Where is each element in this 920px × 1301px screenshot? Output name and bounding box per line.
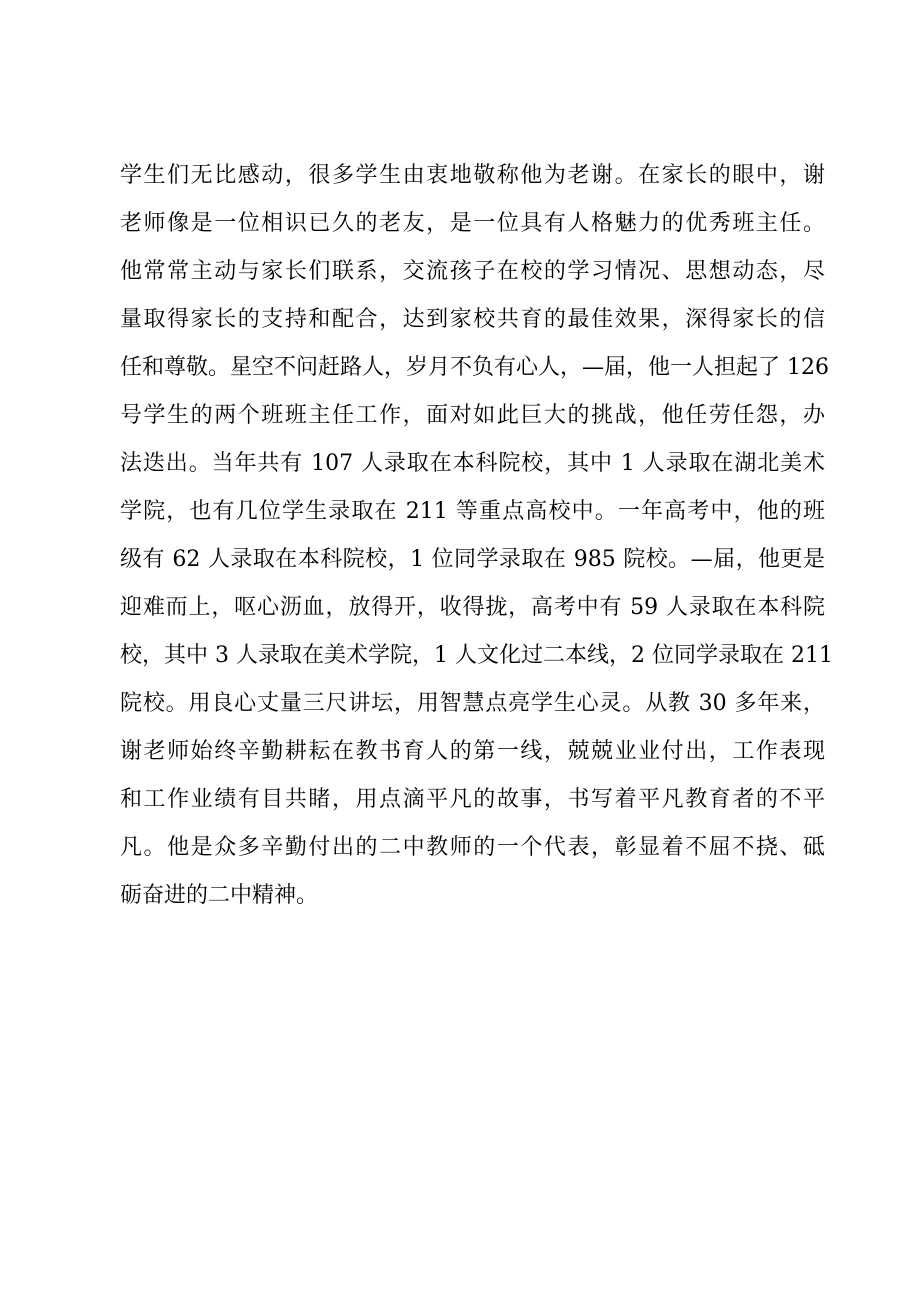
paragraph-line: 凡。他是众多辛勤付出的二中教师的一个代表，彰显着不屈不挠、砥	[120, 835, 825, 860]
paragraph-line: 迎难而上，呕心沥血，放得开，收得拢，高考中有 59 人录取在本科院	[120, 595, 825, 620]
paragraph-line: 号学生的两个班班主任工作，面对如此巨大的挑战，他任劳任怨，办	[120, 403, 825, 428]
paragraph-line: 砺奋进的二中精神。	[120, 883, 319, 908]
paragraph-line: 谢老师始终辛勤耕耘在教书育人的第一线，兢兢业业付出，工作表现	[120, 739, 825, 764]
paragraph-line: 任和尊敬。星空不问赶路人，岁月不负有心人，—届，他一人担起了 126	[120, 355, 829, 380]
paragraph-line: 院校。用良心丈量三尺讲坛，用智慧点亮学生心灵。从教 30 多年来，	[120, 691, 825, 716]
paragraph-line: 学院，也有几位学生录取在 211 等重点高校中。一年高考中，他的班	[120, 499, 825, 524]
paragraph-line: 校，其中 3 人录取在美术学院，1 人文化过二本线，2 位同学录取在 211	[120, 643, 833, 668]
paragraph-line: 学生们无比感动，很多学生由衷地敬称他为老谢。在家长的眼中，谢	[120, 163, 825, 188]
paragraph-line: 级有 62 人录取在本科院校，1 位同学录取在 985 院校。—届，他更是	[120, 547, 825, 572]
paragraph-line: 他常常主动与家长们联系，交流孩子在校的学习情况、思想动态，尽	[120, 259, 825, 284]
paragraph-line: 量取得家长的支持和配合，达到家校共育的最佳效果，深得家长的信	[120, 307, 825, 332]
body-paragraph	[120, 152, 833, 920]
paragraph-line: 法迭出。当年共有 107 人录取在本科院校，其中 1 人录取在湖北美术	[120, 451, 825, 476]
paragraph-line: 老师像是一位相识已久的老友，是一位具有人格魅力的优秀班主任。	[120, 211, 825, 236]
paragraph-line: 和工作业绩有目共睹，用点滴平凡的故事，书写着平凡教育者的不平	[120, 787, 825, 812]
